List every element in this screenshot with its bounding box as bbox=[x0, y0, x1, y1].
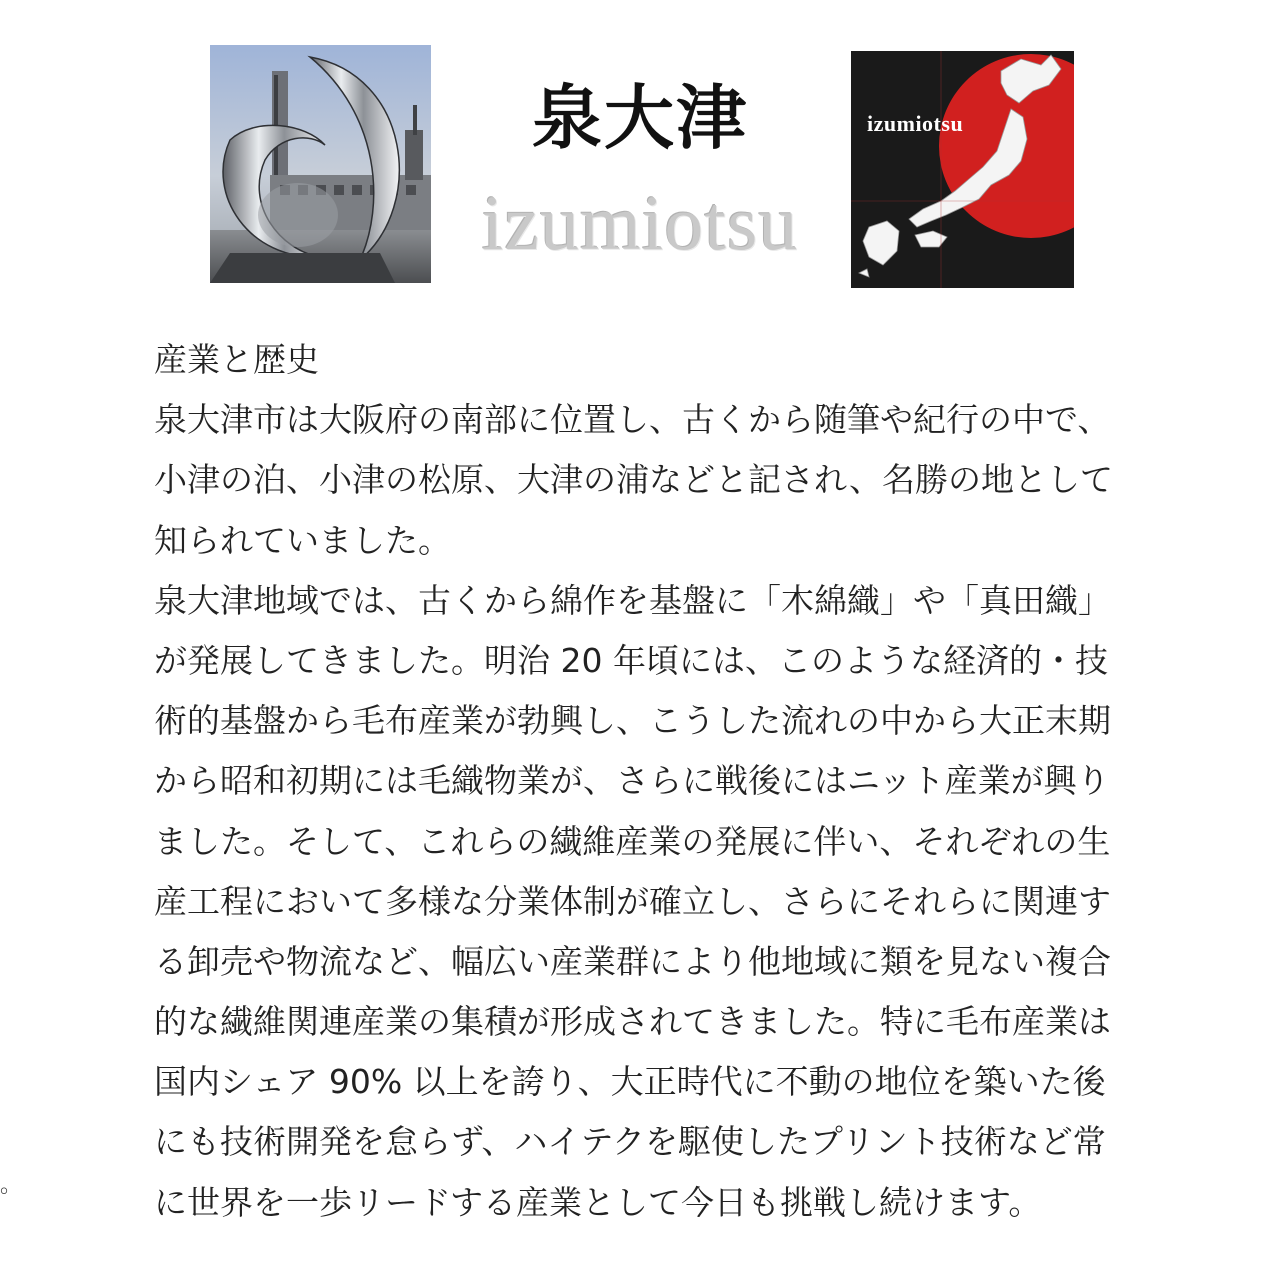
body-line: 泉大津地域では、古くから綿作を基盤に「木綿織」や「真田織」 bbox=[154, 580, 1111, 620]
body-line: 国内シェア 90% 以上を誇り、大正時代に不動の地位を築いた後 bbox=[154, 1062, 1106, 1102]
body-line: 小津の泊、小津の松原、大津の浦などと記され、名勝の地として bbox=[154, 460, 1113, 500]
body-line: にも技術開発を怠らず、ハイテクを駆使したプリント技術など常 bbox=[154, 1122, 1106, 1162]
body-line: 術的基盤から毛布産業が勃興し、こうした流れの中から大正末期 bbox=[154, 701, 1111, 741]
body-line: から昭和初期には毛織物業が、さらに戦後にはニット産業が興り bbox=[154, 761, 1110, 801]
body-line: 的な繊維関連産業の集積が形成されてきました。特に毛布産業は bbox=[154, 1002, 1111, 1042]
body-line: ました。そして、これらの繊維産業の発展に伴い、それぞれの生 bbox=[154, 821, 1111, 861]
body-line: に世界を一歩リードする産業として今日も挑戦し続けます。 bbox=[154, 1182, 1042, 1222]
header bbox=[0, 0, 1280, 300]
article-body bbox=[154, 330, 1154, 1233]
stray-punctuation: 。 bbox=[0, 1173, 23, 1198]
title-japanese: 泉大津 bbox=[532, 76, 748, 159]
body-line: 泉大津市は大阪府の南部に位置し、古くから随筆や紀行の中で、 bbox=[154, 400, 1111, 440]
body-line: が発展してきました。明治 20 年頃には、このような経済的・技 bbox=[154, 640, 1108, 680]
body-line: 知られていました。 bbox=[154, 520, 451, 560]
body-line: る卸売や物流など、幅広い産業群により他地域に類を見ない複合 bbox=[154, 941, 1111, 981]
section-heading: 産業と歴史 bbox=[154, 340, 319, 379]
monument-photo bbox=[210, 45, 431, 283]
map-logo-text: izumiotsu bbox=[867, 111, 964, 136]
body-line: 産工程において多様な分業体制が確立し、さらにそれらに関連す bbox=[154, 881, 1111, 921]
japan-map-logo bbox=[851, 51, 1074, 288]
title-romaji: izumiotsu bbox=[481, 179, 799, 266]
